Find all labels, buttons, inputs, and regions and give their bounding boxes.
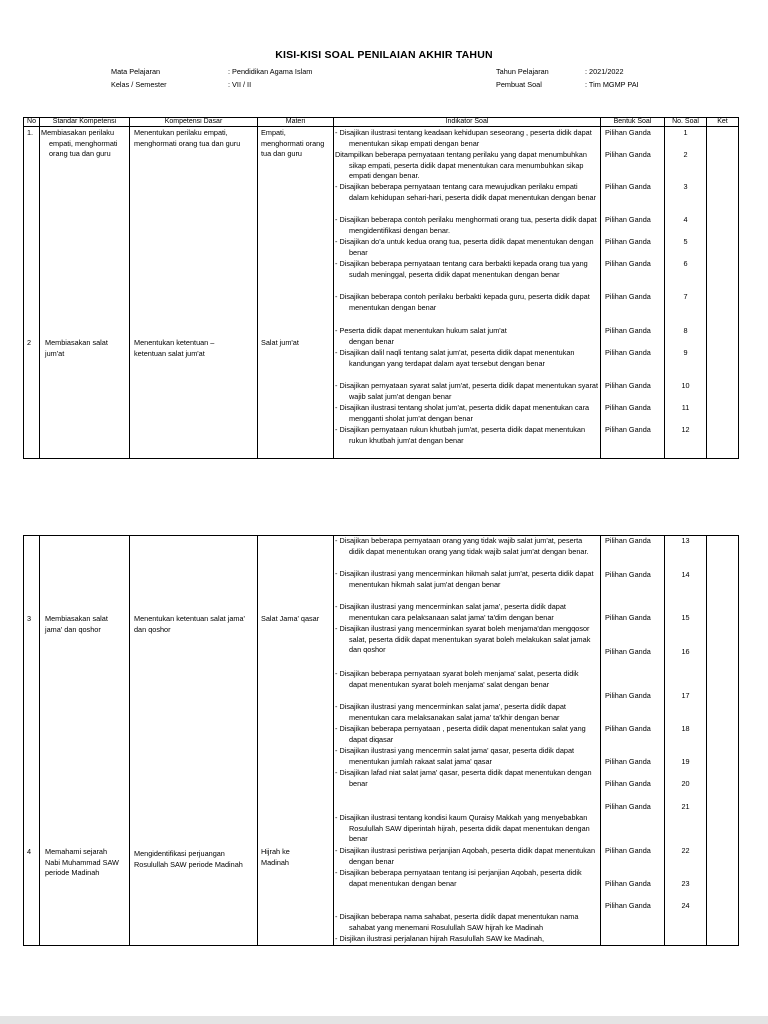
- table-header-row: [24, 118, 739, 127]
- no-soal: 2: [683, 150, 688, 159]
- bentuk-soal: Pilihan Ganda: [605, 647, 651, 656]
- page-bottom-bar: [0, 1016, 768, 1024]
- table-row: [24, 127, 739, 459]
- indicator-item: - Disajikan dalil naqli tentang salat jum'at, peserta didik dapat menentukan kandungan yang terdapat dalam ayat tersebut dengan benar: [335, 348, 575, 368]
- no-soal: 4: [683, 215, 688, 224]
- indicator-item: - Disajikan ilustrasi yang mencerminkan salat jama', peserta didik dapat menentukan cara melaksanakan salat jama' ta'khir dengan benar: [335, 702, 566, 722]
- bentuk-soal: Pilihan Ganda: [605, 128, 651, 137]
- indicator-item: - Disajikan beberapa pernyataan orang yang tidak wajib salat jum'at, peserta didik dapat menentukan orang yang tidak wajib salat jum'at dengan benar.: [335, 536, 589, 556]
- indicator-item: - Disajikan ilustrasi yang mencermin salat jama' qasar, peserta didik dapat menentukan jumlah rakaat salat jama' qasar: [335, 746, 575, 766]
- header-no-soal: No. Soal: [665, 118, 707, 127]
- section-no: 3: [27, 614, 32, 623]
- bentuk-soal: Pilihan Ganda: [605, 425, 651, 434]
- bentuk-soal: Pilihan Ganda: [605, 879, 651, 888]
- indicator-item: - Disajikan beberapa pernyataan , peserta didik dapat menentukan salat yang dapat diqasar: [335, 724, 586, 744]
- no-soal: 3: [683, 182, 688, 191]
- no-soal: 6: [683, 259, 688, 268]
- bentuk-soal: Pilihan Ganda: [605, 259, 651, 268]
- no-soal: 15: [681, 613, 690, 622]
- document-title: KISI-KISI SOAL PENILAIAN AKHIR TAHUN: [275, 49, 493, 61]
- bentuk-soal: Pilihan Ganda: [605, 381, 651, 390]
- no-soal: 16: [681, 647, 690, 656]
- indicator-item: - Disajikan beberapa pernyataan tentang cara mewujudkan perilaku empati dalam kehidupan sehari-hari, peserta didik dapat menentukan dengan benar: [335, 182, 597, 202]
- bentuk-soal: Pilihan Ganda: [605, 613, 651, 622]
- header-kompetensi-dasar: Kompetensi Dasar: [130, 118, 258, 127]
- no-soal: 14: [681, 570, 690, 579]
- header-standar-kompetensi: Standar Kompetensi: [40, 118, 130, 127]
- meta-kelas-value: : VII / II: [228, 80, 252, 89]
- no-soal: 8: [683, 326, 688, 335]
- header-ket: Ket: [707, 118, 739, 127]
- indicator-item: - Disajikan beberapa pernyataan tentang cara berbakti kepada orang tua yang sudah meninggal, peserta didik dapat menentukan dengan benar: [335, 259, 588, 279]
- ket-cell: [707, 127, 739, 459]
- meta-mapel-value: : Pendidikan Agama Islam: [228, 67, 313, 76]
- standar-kompetensi: Membiasakan salat jama' dan qoshor: [45, 614, 108, 634]
- indicator-item: - Disajikan pernyataan rukun khutbah jum'at, peserta didik dapat menentukan rukun khutbah jum'at dengan benar: [335, 425, 586, 445]
- materi: Salat jum'at: [261, 338, 299, 347]
- indicator-item: - Disajikan ilustrasi peristiwa perjanjian Aqobah, peserta didik dapat menentukan dengan benar: [335, 846, 595, 866]
- kompetensi-dasar: Mengidentifikasi perjuangan Rosulullah SAW periode Madinah: [134, 849, 243, 869]
- header-indikator-soal: Indikator Soal: [334, 118, 601, 127]
- materi: Hijrah ke Madinah: [261, 847, 290, 867]
- meta-pembuat-value: : Tim MGMP PAI: [585, 80, 639, 89]
- no-soal: 23: [681, 879, 690, 888]
- indicator-item: - Disajikan ilustrasi tentang kondisi kaum Quraisy Makkah yang menyebabkan Rosulullah SAW diperintah hijrah, peserta didik dapat menentukan dengan benar: [335, 813, 590, 844]
- no-soal: 24: [681, 901, 690, 910]
- indicator-item: - Disajikan lafad niat salat jama' qasar, peserta didik dapat menentukan dengan benar: [335, 768, 592, 788]
- no-soal: 1: [683, 128, 688, 137]
- no-soal: 21: [681, 802, 690, 811]
- indicator-item: - Disajikan ilustrasi tentang sholat jum'at, peserta didik dapat menentukan cara mengganti sholat jum'at dengan benar: [335, 403, 590, 423]
- no-soal: 7: [683, 292, 688, 301]
- indicator-item: - Disajikan do'a untuk kedua orang tua, peserta didik dapat menentukan dengan benar: [335, 237, 594, 257]
- no-soal: 13: [681, 536, 690, 545]
- indicator-item: - Disajikan beberapa pernyataan tentang isi perjanjian Aqobah, peserta didik dapat menentukan dengan benar: [335, 868, 582, 888]
- kisi-table-page-1: [23, 117, 739, 459]
- indicator-item: - Disajikan ilustrasi tentang keadaan kehidupan seseorang , peserta didik dapat menentukan sikap empati dengan benar: [335, 128, 592, 148]
- section-no: 1.: [27, 128, 34, 137]
- indicator-item: - Disajikan ilustrasi yang mencerminkan salat jama', peserta didik dapat menentukan cara pelaksanaan salat jama' ta'dim dengan benar: [335, 602, 566, 622]
- standar-kompetensi: Memahami sejarah Nabi Muhammad SAW periode Madinah: [45, 847, 119, 878]
- no-soal: 22: [681, 846, 690, 855]
- no-soal: 17: [681, 691, 690, 700]
- bentuk-soal: Pilihan Ganda: [605, 779, 651, 788]
- meta-tahun-value: : 2021/2022: [585, 67, 624, 76]
- indicator-item: - Disajikan pernyataan syarat salat jum'at, peserta didik dapat menentukan syarat wajib salat jum'at dengan benar: [335, 381, 599, 401]
- meta-mapel-label: Mata Pelajaran: [111, 67, 161, 76]
- bentuk-soal: Pilihan Ganda: [605, 901, 651, 910]
- bentuk-soal: Pilihan Ganda: [605, 150, 651, 159]
- bentuk-soal: Pilihan Ganda: [605, 403, 651, 412]
- bentuk-soal: Pilihan Ganda: [605, 757, 651, 766]
- bentuk-soal: Pilihan Ganda: [605, 802, 651, 811]
- section-no: 2: [27, 338, 32, 347]
- standar-kompetensi: Membiasakan salat jum'at: [45, 338, 108, 358]
- header-no: No: [24, 118, 40, 127]
- indicator-item: - Disajikan beberapa nama sahabat, peserta didik dapat menentukan nama sahabat yang menemani Rosulullah SAW hijrah ke Madinah: [335, 912, 579, 932]
- section-no: 4: [27, 847, 32, 856]
- indicator-item: - Disajikan beberapa pernyataan syarat boleh menjama' salat, peserta didik dapat menentukan syarat boleh menjama' salat dengan benar: [335, 669, 579, 689]
- no-soal: 19: [681, 757, 690, 766]
- table-row: [24, 536, 739, 946]
- no-soal: 18: [681, 724, 690, 733]
- materi: Empati, menghormati orang tua dan guru: [261, 128, 325, 159]
- no-soal: 12: [681, 425, 690, 434]
- bentuk-soal: Pilihan Ganda: [605, 846, 651, 855]
- kompetensi-dasar: Menentukan perilaku empati, menghormati orang tua dan guru: [134, 128, 241, 148]
- indicator-item: - Disajikan beberapa contoh perilaku berbakti kepada guru, peserta didik dapat menentukan dengan benar: [335, 292, 590, 312]
- bentuk-soal: Pilihan Ganda: [605, 724, 651, 733]
- no-soal: 5: [683, 237, 688, 246]
- bentuk-soal: Pilihan Ganda: [605, 326, 651, 335]
- indicator-item: - Disjikan ilustrasi perjalanan hijrah Rasulullah SAW ke Madinah,: [335, 934, 545, 943]
- bentuk-soal: Pilihan Ganda: [605, 570, 651, 579]
- meta-kelas-label: Kelas / Semester: [111, 80, 167, 89]
- standar-kompetensi: Membiasakan perilaku empati, menghormati orang tua dan guru: [41, 128, 118, 159]
- bentuk-soal: Pilihan Ganda: [605, 348, 651, 357]
- no-soal: 11: [681, 403, 690, 412]
- indicator-item: - Disajikan ilustrasi yang mencerminkan syarat boleh menjama'dan mengqosor salat, peserta didik dapat menentukan syarat boleh melakukan salat jamak dan qoshor: [335, 624, 591, 655]
- indicator-item: Ditampilkan beberapa pernyataan tentang perilaku yang dapat menumbuhkan sikap empati, peserta didik dapat menentukan cara menumbuhkan sikap empati dengan benar.: [335, 150, 587, 181]
- indicator-item: - Disajikan ilustrasi yang mencerminkan hikmah salat jum'at, peserta didik dapat menentukan hikmah salat jum'at dengan benar: [335, 569, 594, 589]
- bentuk-soal: Pilihan Ganda: [605, 292, 651, 301]
- bentuk-soal: Pilihan Ganda: [605, 536, 651, 545]
- no-soal: 10: [681, 381, 690, 390]
- indicator-item: - Disajikan beberapa contoh perilaku menghormati orang tua, peserta didik dapat mengidentifikasi dengan benar.: [335, 215, 597, 235]
- meta-tahun-label: Tahun Pelajaran: [496, 67, 549, 76]
- materi: Salat Jama' qasar: [261, 614, 320, 623]
- bentuk-soal: Pilihan Ganda: [605, 215, 651, 224]
- bentuk-soal: Pilihan Ganda: [605, 691, 651, 700]
- ket-cell: [707, 536, 739, 946]
- header-materi: Materi: [258, 118, 334, 127]
- kompetensi-dasar: Menentukan ketentuan salat jama' dan qoshor: [134, 614, 245, 634]
- kisi-table-page-2: [23, 535, 739, 946]
- header-bentuk-soal: Bentuk Soal: [601, 118, 665, 127]
- bentuk-soal: Pilihan Ganda: [605, 182, 651, 191]
- meta-pembuat-label: Pembuat Soal: [496, 80, 542, 89]
- no-soal: 20: [681, 779, 690, 788]
- no-soal: 9: [683, 348, 688, 357]
- bentuk-soal: Pilihan Ganda: [605, 237, 651, 246]
- kompetensi-dasar: Menentukan ketentuan – ketentuan salat jum'at: [134, 338, 215, 358]
- indicator-item: - Peserta didik dapat menentukan hukum salat jum'at dengan benar: [335, 326, 507, 346]
